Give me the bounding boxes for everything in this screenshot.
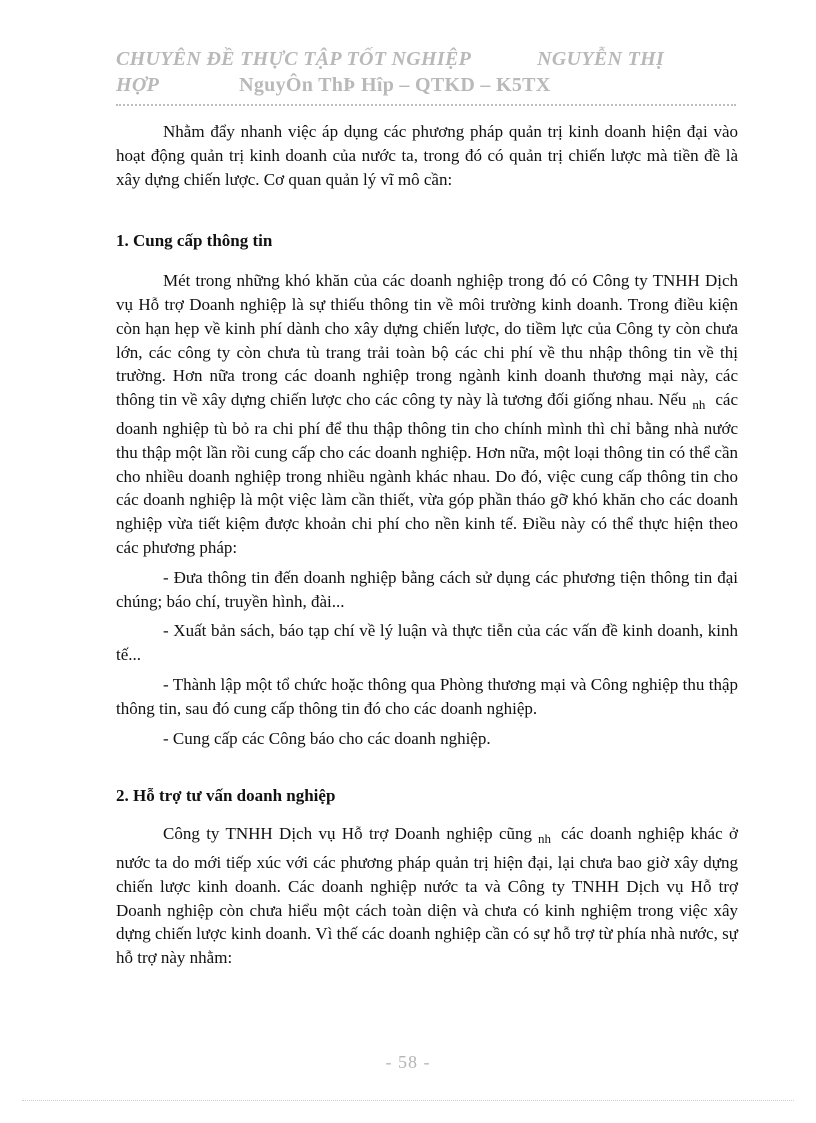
section-2-paragraph <box>116 822 738 970</box>
header-author-name: NGUYỄN THỊ <box>537 48 665 70</box>
section-2-text-a: Công ty TNHH Dịch vụ Hỗ trợ Doanh nghiệp cũng <box>163 824 533 844</box>
section-1-paragraph <box>116 269 738 560</box>
page-number: - 58 - <box>385 1052 431 1072</box>
bullet-item: - Xuất bản sách, báo tạp chí về lý luận và thực tiễn của các vấn đề kinh doanh, kinh tế... <box>116 621 738 665</box>
footer-divider <box>22 1100 794 1101</box>
bullet-item: - Đưa thông tin đến doanh nghiệp bằng cách sử dụng các phương tiện thông tin đại chúng; báo chí, truyền hình, đài... <box>116 567 738 611</box>
section-1-subscript: nh <box>692 397 706 413</box>
header-divider <box>116 104 736 106</box>
intro-paragraph: Nhằm đẩy nhanh việc áp dụng các phương pháp quản trị kinh doanh hiện đại vào hoạt động quản trị kinh doanh của nước ta, trong đó có quản trị chiến lược mà tiền đề là xây dựng chiến lược. Cơ quan quản lý vĩ mô cần: <box>116 122 738 189</box>
header-author-name-cont: HỢP <box>116 74 160 96</box>
header-thesis-title: CHUYÊN ĐỀ THỰC TẬP TỐT NGHIỆP <box>116 48 472 70</box>
section-1-heading: 1. Cung cấp thông tin <box>116 231 273 251</box>
running-header <box>116 46 736 98</box>
section-2-subscript: nh <box>538 831 552 847</box>
section-2-heading: 2. Hỗ trợ tư vấn doanh nghiệp <box>116 786 336 806</box>
section-2-text-b: các doanh nghiệp khác ở nước ta do mới tiếp xúc với các phương pháp quản trị hiện đại, lại chưa bao giờ xây dựng chiến lược kinh doanh. Các doanh nghiệp nước ta và Công ty TNHH Dịch vụ Hỗ trợ Doanh nghiệp còn chưa hiểu một cách toàn diện và chưa có kinh nghiệm trong việc xây dựng chiến lược kinh doanh. Vì thế các doanh nghiệp cần có sự hỗ trợ từ phía nhà nước, sự hỗ trợ này nhằm: <box>116 824 738 968</box>
section-1-text-a: Mét trong những khó khăn của các doanh nghiệp trong đó có Công ty TNHH Dịch vụ Hỗ trợ Doanh nghiệp là sự thiếu thông tin về môi trường kinh doanh. Trong điều kiện còn hạn hẹp về kinh phí dành cho xây dựng chiến lược, do tiềm lực của Công ty còn chưa lớn, các công ty còn chưa tù trang trải toàn bộ các chi phí về thu nhập thông tin về thị trường. Hơn nữa trong các doanh nghiệp trong ngành kinh doanh thương mại này, các thông tin về xây dựng chiến lược cho các công ty này là tương đối giống nhau. Nếu <box>116 271 738 410</box>
bullet-item: - Cung cấp các Công báo cho các doanh nghiệp. <box>163 728 491 748</box>
bullet-item: - Thành lập một tổ chức hoặc thông qua Phòng thương mại và Công nghiệp thu thập thông tin, sau đó cung cấp thông tin đó cho các doanh nghiệp. <box>116 674 738 718</box>
section-1-text-b: các doanh nghiệp tù bỏ ra chi phí để thu thập thông tin cho chính mình thì chỉ bằng nhà nước thu thập một lần rồi cung cấp cho các doanh nghiệp. Hơn nữa, một loại thông tin có thể cần cho nhiều doanh nghiệp trong nhiều ngành khác nhau. Do đó, việc cung cấp thông tin cho các doanh nghiệp là một việc làm cần thiết, vừa góp phần tháo gỡ khó khăn cho các doanh nghiệp vừa tiết kiệm được khoản chi phí cho nền kinh tế. Điều này có thể thực hiện theo các phương pháp: <box>116 390 739 557</box>
document-body <box>116 120 738 970</box>
header-author-course: NguyÔn ThÞ Hîp – QTKD – K5TX <box>239 74 551 96</box>
